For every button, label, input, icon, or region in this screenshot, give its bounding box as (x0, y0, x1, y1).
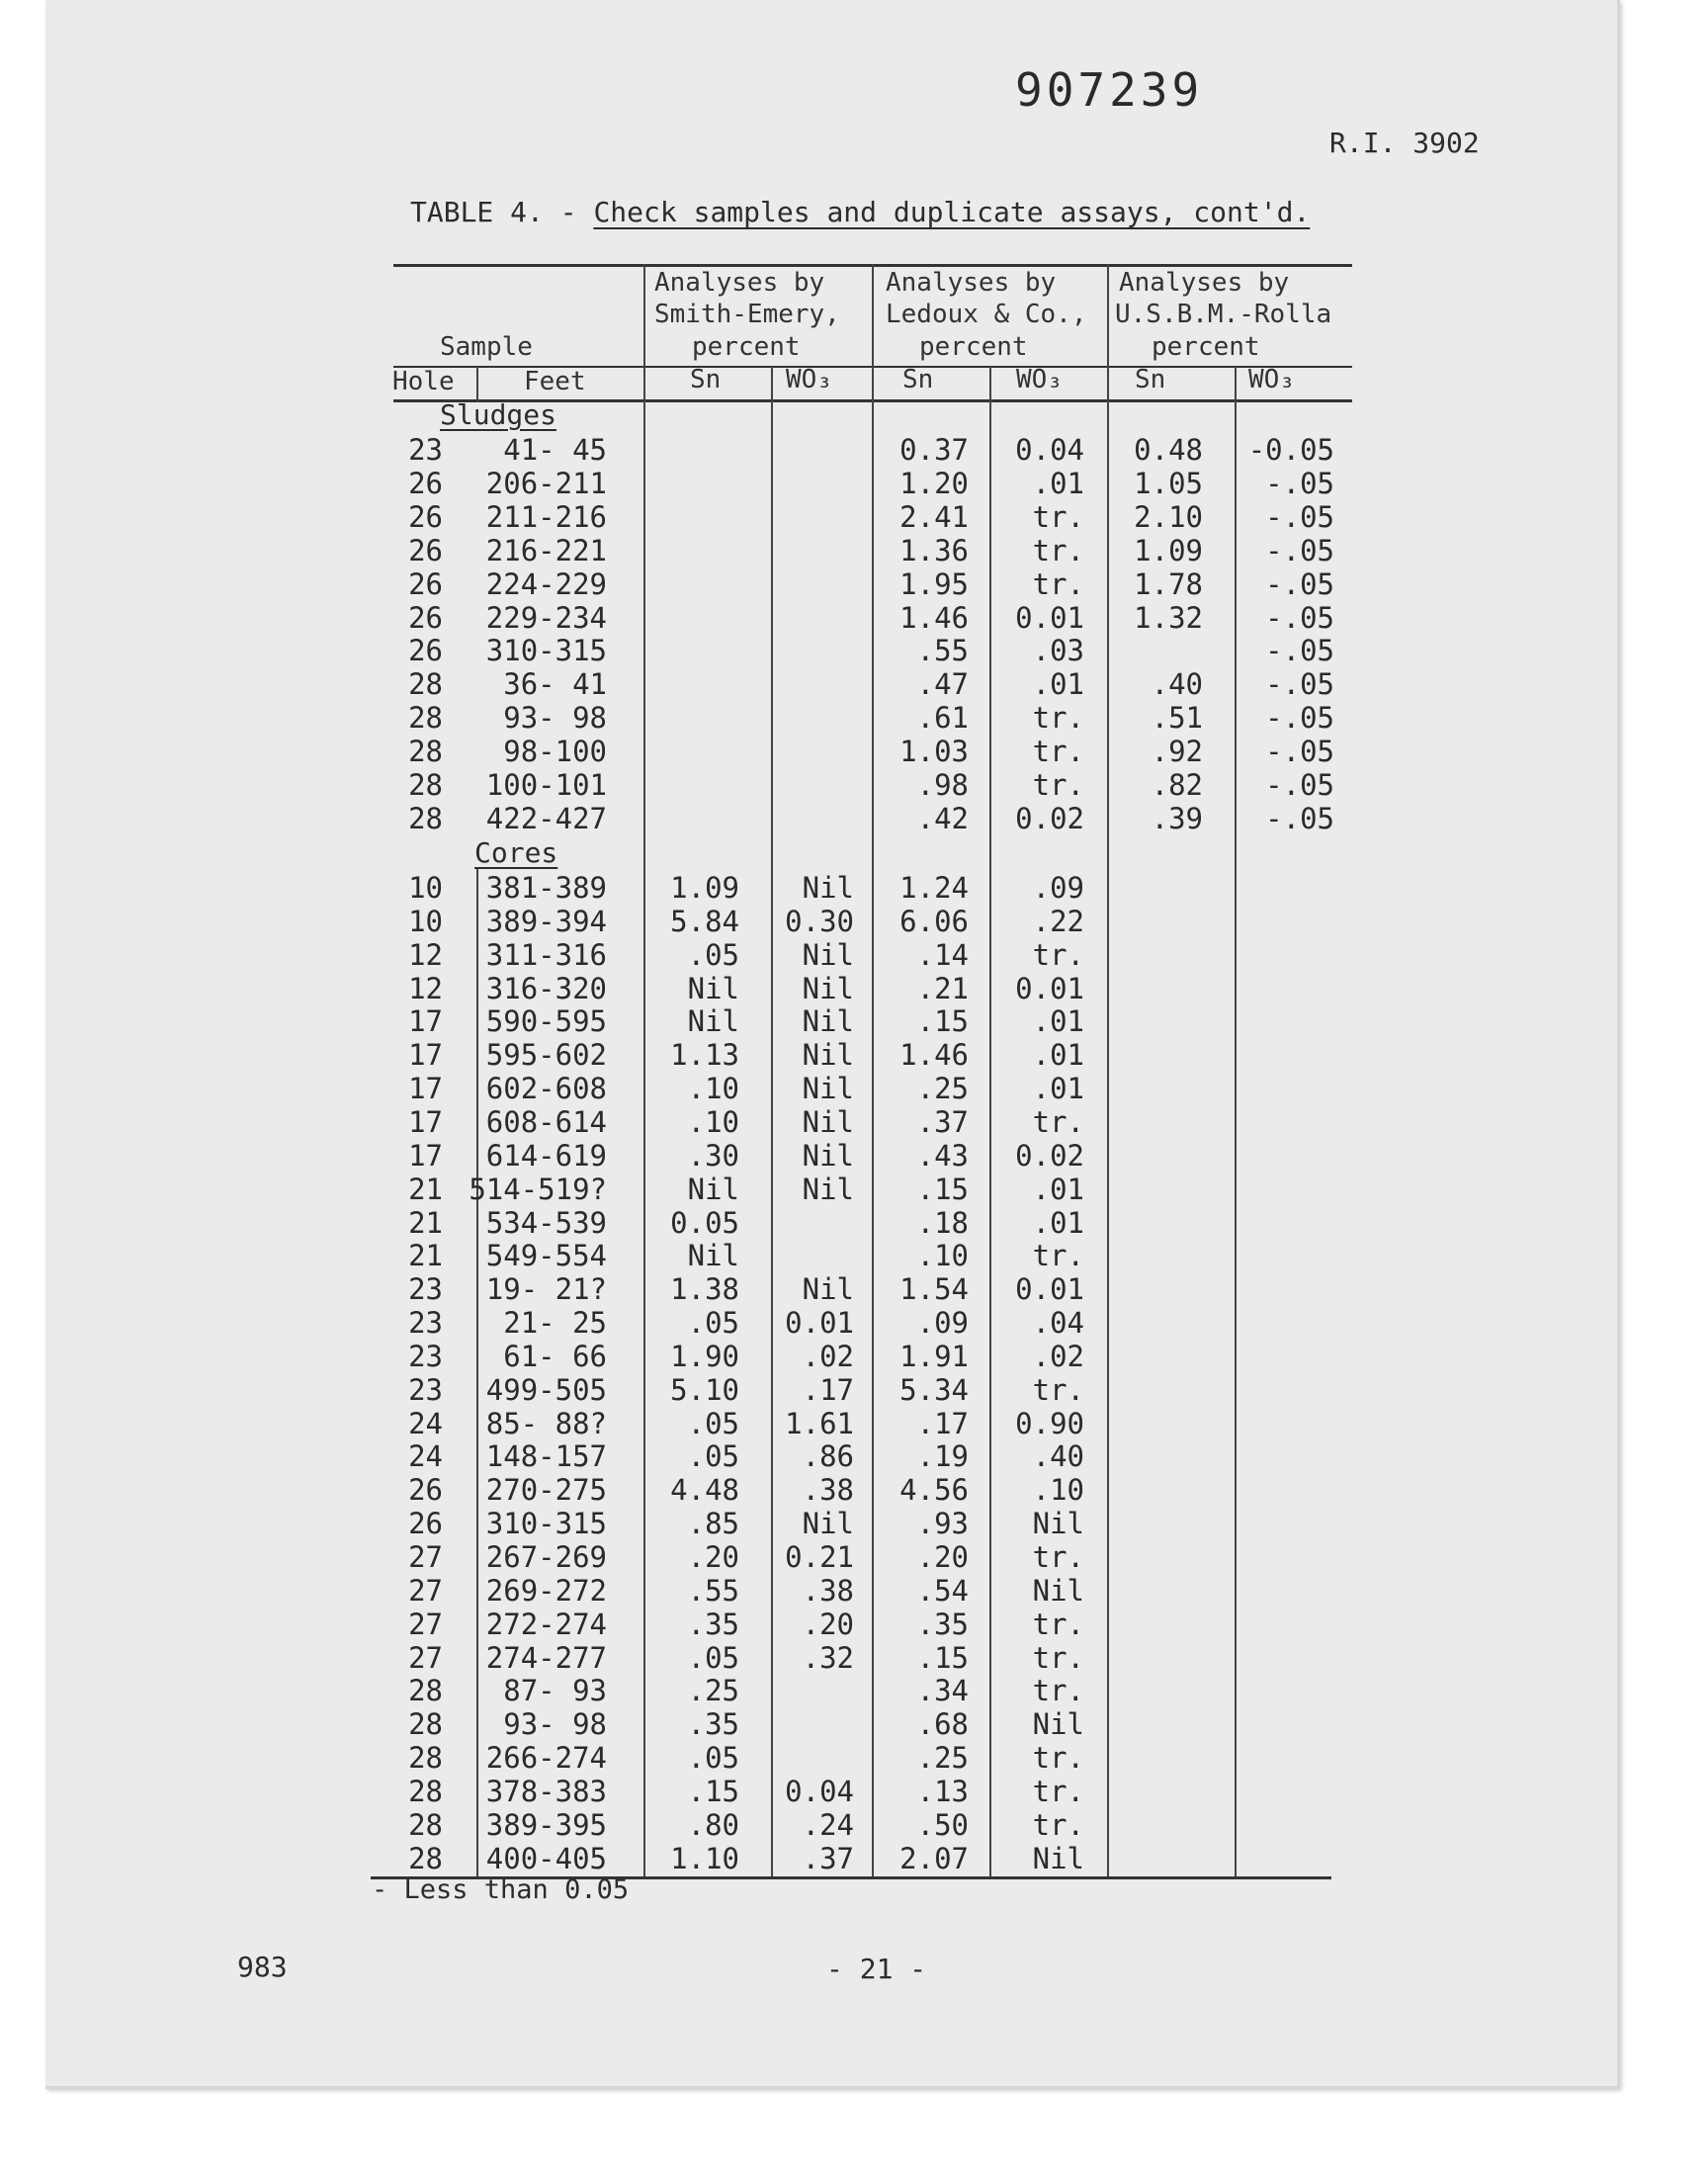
smith-wo3-cell: Nil (802, 1104, 854, 1139)
ledoux-wo3-cell: tr. (1032, 701, 1084, 736)
ledoux-sn-cell: .15 (916, 1004, 969, 1039)
ledoux-sn-cell: 1.54 (899, 1272, 969, 1307)
hole-cell: 26 (408, 499, 443, 534)
usbm-sn-cell: .92 (1151, 735, 1203, 769)
smith-sn-cell: .10 (687, 1104, 739, 1139)
smith-wo3-cell: .24 (802, 1807, 854, 1842)
hole-cell: 17 (408, 1072, 443, 1106)
ledoux-sn-cell: .25 (916, 1072, 969, 1106)
feet-cell: 272-274 (485, 1607, 607, 1641)
ledoux-sn-cell: 1.03 (899, 735, 969, 769)
usbm-sn-cell: 1.78 (1134, 566, 1203, 601)
feet-cell: 270-275 (485, 1473, 607, 1508)
sludges-section-label: Sludges (440, 398, 557, 431)
smith-wo3-header: WO₃ (786, 365, 832, 394)
usbm-sn-cell: 1.32 (1134, 600, 1203, 635)
smith-sn-cell: .05 (687, 1306, 739, 1341)
ledoux-sn-cell: .20 (916, 1540, 969, 1574)
feet-cell: 608-614 (485, 1104, 607, 1139)
smith-sn-cell: .15 (687, 1774, 739, 1808)
smith-wo3-cell: Nil (802, 1138, 854, 1173)
hole-cell: 28 (408, 801, 443, 835)
usbm-wo3-cell: -.05 (1265, 499, 1334, 534)
hole-cell: 26 (408, 466, 443, 500)
ledoux-sn-cell: .15 (916, 1640, 969, 1675)
feet-cell: 389-395 (485, 1807, 607, 1842)
feet-cell: 229-234 (485, 600, 607, 635)
feet-cell: 41- 45 (503, 433, 607, 467)
feet-cell: 93- 98 (503, 701, 607, 736)
ledoux-sn-cell: .14 (916, 937, 969, 972)
ledoux-sn-cell: .93 (916, 1507, 969, 1541)
smith-sn-cell: 1.13 (670, 1038, 739, 1073)
feet-cell: 98-100 (503, 735, 607, 769)
ledoux-wo3-cell: tr. (1032, 1807, 1084, 1842)
ledoux-wo3-cell: .01 (1032, 667, 1084, 702)
usbm-sn-header: Sn (1135, 365, 1166, 394)
feet-cell: 590-595 (485, 1004, 607, 1039)
feet-cell: 310-315 (485, 1507, 607, 1541)
ledoux-sn-cell: .47 (916, 667, 969, 702)
hole-cell: 23 (408, 433, 443, 467)
smith-sn-cell: 1.10 (670, 1841, 739, 1875)
hole-cell: 27 (408, 1607, 443, 1641)
ledoux-wo3-cell: .10 (1032, 1473, 1084, 1508)
feet-cell: 602-608 (485, 1072, 607, 1106)
smith-wo3-cell: .02 (802, 1339, 854, 1373)
hole-cell: 12 (408, 971, 443, 1005)
footnote: - Less than 0.05 (372, 1874, 630, 1905)
ledoux-wo3-cell: tr. (1032, 1372, 1084, 1407)
ledoux-wo3-cell: tr. (1032, 768, 1084, 802)
smith-wo3-cell: Nil (802, 937, 854, 972)
ledoux-wo3-cell: .03 (1032, 634, 1084, 668)
hole-cell: 23 (408, 1339, 443, 1373)
hole-cell: 28 (408, 768, 443, 802)
smith-wo3-cell: 1.61 (785, 1406, 854, 1440)
footer-left-number: 983 (237, 1951, 288, 1983)
ledoux-wo3-cell: tr. (1032, 735, 1084, 769)
ledoux-wo3-cell: Nil (1032, 1707, 1084, 1742)
smith-sn-cell: 0.05 (670, 1205, 739, 1240)
usbm-header-line3: percent (1152, 332, 1260, 362)
ledoux-wo3-cell: tr. (1032, 1104, 1084, 1139)
hole-cell: 28 (408, 1741, 443, 1776)
smith-wo3-cell: Nil (802, 871, 854, 905)
feet-cell: 216-221 (485, 533, 607, 567)
feet-cell: 499-505 (485, 1372, 607, 1407)
hole-cell: 28 (408, 701, 443, 736)
usbm-sn-cell: 1.09 (1134, 533, 1203, 567)
ledoux-sn-cell: .42 (916, 801, 969, 835)
hole-cell: 26 (408, 600, 443, 635)
hole-cell: 28 (408, 1841, 443, 1875)
smith-wo3-cell: .37 (802, 1841, 854, 1875)
feet-cell: 310-315 (485, 634, 607, 668)
ledoux-wo3-cell: .01 (1032, 466, 1084, 500)
ledoux-sn-cell: 5.34 (899, 1372, 969, 1407)
smith-sn-cell: 4.48 (670, 1473, 739, 1508)
smith-sn-cell: .55 (687, 1573, 739, 1608)
ledoux-wo3-cell: .01 (1032, 1072, 1084, 1106)
ledoux-sn-cell: 1.36 (899, 533, 969, 567)
feet-cell: 100-101 (485, 768, 607, 802)
ledoux-sn-cell: 1.95 (899, 566, 969, 601)
feet-cell: 36- 41 (503, 667, 607, 702)
smith-sn-cell: .05 (687, 1406, 739, 1440)
feet-cell: 87- 93 (503, 1674, 607, 1708)
hole-cell: 23 (408, 1372, 443, 1407)
ledoux-sn-cell: .43 (916, 1138, 969, 1173)
smith-sn-cell: .35 (687, 1707, 739, 1742)
smith-sn-cell: 1.09 (670, 871, 739, 905)
ledoux-wo3-cell: 0.04 (1015, 433, 1084, 467)
smith-wo3-cell: .38 (802, 1573, 854, 1608)
sample-header: Sample (440, 332, 533, 362)
smith-sn-header: Sn (690, 365, 722, 394)
smith-wo3-cell: .32 (802, 1640, 854, 1675)
smith-wo3-cell: .38 (802, 1473, 854, 1508)
hole-cell: 21 (408, 1205, 443, 1240)
hole-cell: 21 (408, 1172, 443, 1206)
smith-sn-cell: .05 (687, 937, 739, 972)
ledoux-header-line3: percent (919, 332, 1028, 362)
ledoux-wo3-cell: Nil (1032, 1573, 1084, 1608)
ledoux-wo3-cell: tr. (1032, 1741, 1084, 1776)
smith-sn-cell: .05 (687, 1439, 739, 1474)
ledoux-header-line1: Analyses by (886, 268, 1057, 298)
feet-cell: 614-619 (485, 1138, 607, 1173)
ledoux-wo3-cell: 0.01 (1015, 1272, 1084, 1307)
smith-sn-cell: .85 (687, 1507, 739, 1541)
ledoux-sn-cell: .98 (916, 768, 969, 802)
hole-cell: 17 (408, 1038, 443, 1073)
ledoux-sn-cell: 1.20 (899, 466, 969, 500)
smith-wo3-cell: .86 (802, 1439, 854, 1474)
smith-wo3-cell: Nil (802, 1172, 854, 1206)
usbm-wo3-cell: -.05 (1265, 566, 1334, 601)
ledoux-sn-cell: .61 (916, 701, 969, 736)
usbm-wo3-cell: -.05 (1265, 701, 1334, 736)
usbm-sn-cell: .40 (1151, 667, 1203, 702)
hole-cell: 27 (408, 1573, 443, 1608)
hole-cell: 24 (408, 1406, 443, 1440)
smith-header-line2: Smith-Emery, (654, 300, 840, 329)
usbm-sn-cell: 0.48 (1134, 433, 1203, 467)
ledoux-wo3-cell: tr. (1032, 499, 1084, 534)
hole-cell: 28 (408, 667, 443, 702)
usbm-wo3-cell: -.05 (1265, 667, 1334, 702)
smith-sn-cell: .20 (687, 1540, 739, 1574)
ledoux-wo3-cell: .01 (1032, 1038, 1084, 1073)
hole-header: Hole (392, 367, 455, 396)
feet-cell: 514-519? (469, 1172, 607, 1206)
cores-section-label: Cores (474, 836, 558, 869)
usbm-wo3-cell: -.05 (1265, 768, 1334, 802)
smith-header-line3: percent (692, 332, 801, 362)
feet-cell: 21- 25 (503, 1306, 607, 1341)
smith-wo3-cell: .20 (802, 1607, 854, 1641)
ledoux-wo3-cell: Nil (1032, 1841, 1084, 1875)
smith-wo3-cell: 0.04 (785, 1774, 854, 1808)
smith-sn-cell: 5.10 (670, 1372, 739, 1407)
ledoux-header-line2: Ledoux & Co., (886, 300, 1087, 329)
feet-cell: 389-394 (485, 904, 607, 938)
hole-cell: 12 (408, 937, 443, 972)
ledoux-sn-cell: 1.91 (899, 1339, 969, 1373)
usbm-sn-cell: .82 (1151, 768, 1203, 802)
smith-sn-cell: .80 (687, 1807, 739, 1842)
usbm-wo3-cell: -.05 (1265, 801, 1334, 835)
usbm-wo3-cell: -.05 (1265, 634, 1334, 668)
table-title-text: Check samples and duplicate assays, cont'd. (593, 196, 1311, 228)
hole-cell: 26 (408, 1473, 443, 1508)
feet-cell: 595-602 (485, 1038, 607, 1073)
smith-sn-cell: 1.90 (670, 1339, 739, 1373)
usbm-sn-cell: 2.10 (1134, 499, 1203, 534)
ledoux-sn-cell: 0.37 (899, 433, 969, 467)
hole-cell: 28 (408, 1707, 443, 1742)
feet-cell: 400-405 (485, 1841, 607, 1875)
usbm-wo3-cell: -.05 (1265, 600, 1334, 635)
document-number-stamp: 907239 (1015, 63, 1204, 117)
usbm-wo3-cell: -.05 (1265, 533, 1334, 567)
hole-cell: 10 (408, 871, 443, 905)
feet-cell: 534-539 (485, 1205, 607, 1240)
ledoux-sn-cell: 1.24 (899, 871, 969, 905)
ledoux-sn-cell: 1.46 (899, 600, 969, 635)
ledoux-wo3-cell: tr. (1032, 1540, 1084, 1574)
feet-header: Feet (524, 367, 586, 396)
smith-sn-cell: .35 (687, 1607, 739, 1641)
ledoux-wo3-cell: 0.02 (1015, 801, 1084, 835)
ledoux-wo3-cell: 0.02 (1015, 1138, 1084, 1173)
ledoux-wo3-cell: .40 (1032, 1439, 1084, 1474)
feet-cell: 378-383 (485, 1774, 607, 1808)
hole-cell: 26 (408, 533, 443, 567)
ledoux-sn-cell: .37 (916, 1104, 969, 1139)
feet-cell: 93- 98 (503, 1707, 607, 1742)
feet-cell: 316-320 (485, 971, 607, 1005)
hole-cell: 26 (408, 566, 443, 601)
ledoux-wo3-cell: tr. (1032, 1640, 1084, 1675)
hole-cell: 27 (408, 1640, 443, 1675)
ledoux-sn-cell: .68 (916, 1707, 969, 1742)
ledoux-sn-cell: .09 (916, 1306, 969, 1341)
ledoux-wo3-cell: tr. (1032, 533, 1084, 567)
smith-sn-cell: Nil (687, 1239, 739, 1273)
divider-hole-feet-header (476, 366, 478, 401)
ledoux-wo3-header: WO₃ (1016, 365, 1063, 394)
feet-cell: 19- 21? (485, 1272, 607, 1307)
feet-cell: 311-316 (485, 937, 607, 972)
ledoux-wo3-cell: tr. (1032, 1674, 1084, 1708)
feet-cell: 381-389 (485, 871, 607, 905)
ledoux-sn-cell: .55 (916, 634, 969, 668)
ledoux-sn-cell: .35 (916, 1607, 969, 1641)
usbm-wo3-cell: -0.05 (1247, 433, 1334, 467)
usbm-wo3-cell: -.05 (1265, 735, 1334, 769)
hole-cell: 26 (408, 634, 443, 668)
hole-cell: 28 (408, 1807, 443, 1842)
smith-sn-cell: .10 (687, 1072, 739, 1106)
smith-wo3-cell: Nil (802, 1072, 854, 1106)
usbm-header-line2: U.S.B.M.-Rolla (1115, 300, 1332, 329)
ledoux-wo3-cell: .04 (1032, 1306, 1084, 1341)
ledoux-wo3-cell: .01 (1032, 1205, 1084, 1240)
ledoux-sn-cell: 1.46 (899, 1038, 969, 1073)
feet-cell: 274-277 (485, 1640, 607, 1675)
usbm-wo3-header: WO₃ (1248, 365, 1295, 394)
ledoux-wo3-cell: 0.90 (1015, 1406, 1084, 1440)
smith-wo3-cell: Nil (802, 1272, 854, 1307)
feet-cell: 267-269 (485, 1540, 607, 1574)
hole-cell: 27 (408, 1540, 443, 1574)
smith-sn-cell: Nil (687, 1172, 739, 1206)
feet-cell: 422-427 (485, 801, 607, 835)
feet-cell: 61- 66 (503, 1339, 607, 1373)
smith-wo3-cell: 0.21 (785, 1540, 854, 1574)
hole-cell: 17 (408, 1004, 443, 1039)
ledoux-sn-cell: .21 (916, 971, 969, 1005)
ledoux-sn-header: Sn (902, 365, 934, 394)
hole-cell: 17 (408, 1138, 443, 1173)
smith-wo3-cell: 0.01 (785, 1306, 854, 1341)
ledoux-sn-cell: .54 (916, 1573, 969, 1608)
feet-cell: 266-274 (485, 1741, 607, 1776)
smith-wo3-cell: Nil (802, 1038, 854, 1073)
smith-sn-cell: .25 (687, 1674, 739, 1708)
report-id: R.I. 3902 (1329, 127, 1480, 159)
usbm-sn-cell: 1.05 (1134, 466, 1203, 500)
ledoux-sn-cell: .18 (916, 1205, 969, 1240)
feet-cell: 224-229 (485, 566, 607, 601)
hole-cell: 28 (408, 1774, 443, 1808)
ledoux-wo3-cell: tr. (1032, 1607, 1084, 1641)
hole-cell: 28 (408, 1674, 443, 1708)
ledoux-sn-cell: 6.06 (899, 904, 969, 938)
hole-cell: 17 (408, 1104, 443, 1139)
hole-cell: 21 (408, 1239, 443, 1273)
ledoux-sn-cell: .25 (916, 1741, 969, 1776)
usbm-sn-cell: .51 (1151, 701, 1203, 736)
ledoux-sn-cell: .34 (916, 1674, 969, 1708)
ledoux-wo3-cell: .01 (1032, 1172, 1084, 1206)
ledoux-wo3-cell: .22 (1032, 904, 1084, 938)
smith-sn-cell: Nil (687, 971, 739, 1005)
smith-sn-cell: .05 (687, 1741, 739, 1776)
usbm-wo3-cell: -.05 (1265, 466, 1334, 500)
smith-wo3-cell: 0.30 (785, 904, 854, 938)
ledoux-sn-cell: .50 (916, 1807, 969, 1842)
ledoux-sn-cell: 4.56 (899, 1473, 969, 1508)
smith-wo3-cell: Nil (802, 1004, 854, 1039)
ledoux-sn-cell: 2.07 (899, 1841, 969, 1875)
hole-cell: 24 (408, 1439, 443, 1474)
ledoux-wo3-cell: .09 (1032, 871, 1084, 905)
feet-cell: 85- 88? (485, 1406, 607, 1440)
smith-sn-cell: .30 (687, 1138, 739, 1173)
smith-wo3-cell: Nil (802, 971, 854, 1005)
ledoux-wo3-cell: tr. (1032, 937, 1084, 972)
ledoux-wo3-cell: 0.01 (1015, 600, 1084, 635)
hole-cell: 23 (408, 1306, 443, 1341)
ledoux-sn-cell: .17 (916, 1406, 969, 1440)
ledoux-sn-cell: .13 (916, 1774, 969, 1808)
ledoux-sn-cell: 2.41 (899, 499, 969, 534)
hole-cell: 23 (408, 1272, 443, 1307)
ledoux-wo3-cell: 0.01 (1015, 971, 1084, 1005)
ledoux-sn-cell: .15 (916, 1172, 969, 1206)
smith-wo3-cell: .17 (802, 1372, 854, 1407)
ledoux-wo3-cell: tr. (1032, 1239, 1084, 1273)
page-number: - 21 - (826, 1953, 927, 1985)
ledoux-wo3-cell: .01 (1032, 1004, 1084, 1039)
smith-sn-cell: Nil (687, 1004, 739, 1039)
table-title-prefix: TABLE 4. - (410, 196, 594, 228)
smith-wo3-cell: Nil (802, 1507, 854, 1541)
usbm-header-line1: Analyses by (1119, 268, 1290, 298)
feet-cell: 549-554 (485, 1239, 607, 1273)
ledoux-wo3-cell: tr. (1032, 1774, 1084, 1808)
smith-sn-cell: 1.38 (670, 1272, 739, 1307)
feet-cell: 206-211 (485, 466, 607, 500)
usbm-sn-cell: .39 (1151, 801, 1203, 835)
ledoux-wo3-cell: Nil (1032, 1507, 1084, 1541)
feet-cell: 211-216 (485, 499, 607, 534)
ledoux-sn-cell: .19 (916, 1439, 969, 1474)
hole-cell: 10 (408, 904, 443, 938)
feet-cell: 269-272 (485, 1573, 607, 1608)
hole-cell: 28 (408, 735, 443, 769)
hole-cell: 26 (408, 1507, 443, 1541)
smith-header-line1: Analyses by (654, 268, 825, 298)
ledoux-wo3-cell: .02 (1032, 1339, 1084, 1373)
smith-sn-cell: .05 (687, 1640, 739, 1675)
smith-sn-cell: 5.84 (670, 904, 739, 938)
ledoux-sn-cell: .10 (916, 1239, 969, 1273)
feet-cell: 148-157 (485, 1439, 607, 1474)
ledoux-wo3-cell: tr. (1032, 566, 1084, 601)
